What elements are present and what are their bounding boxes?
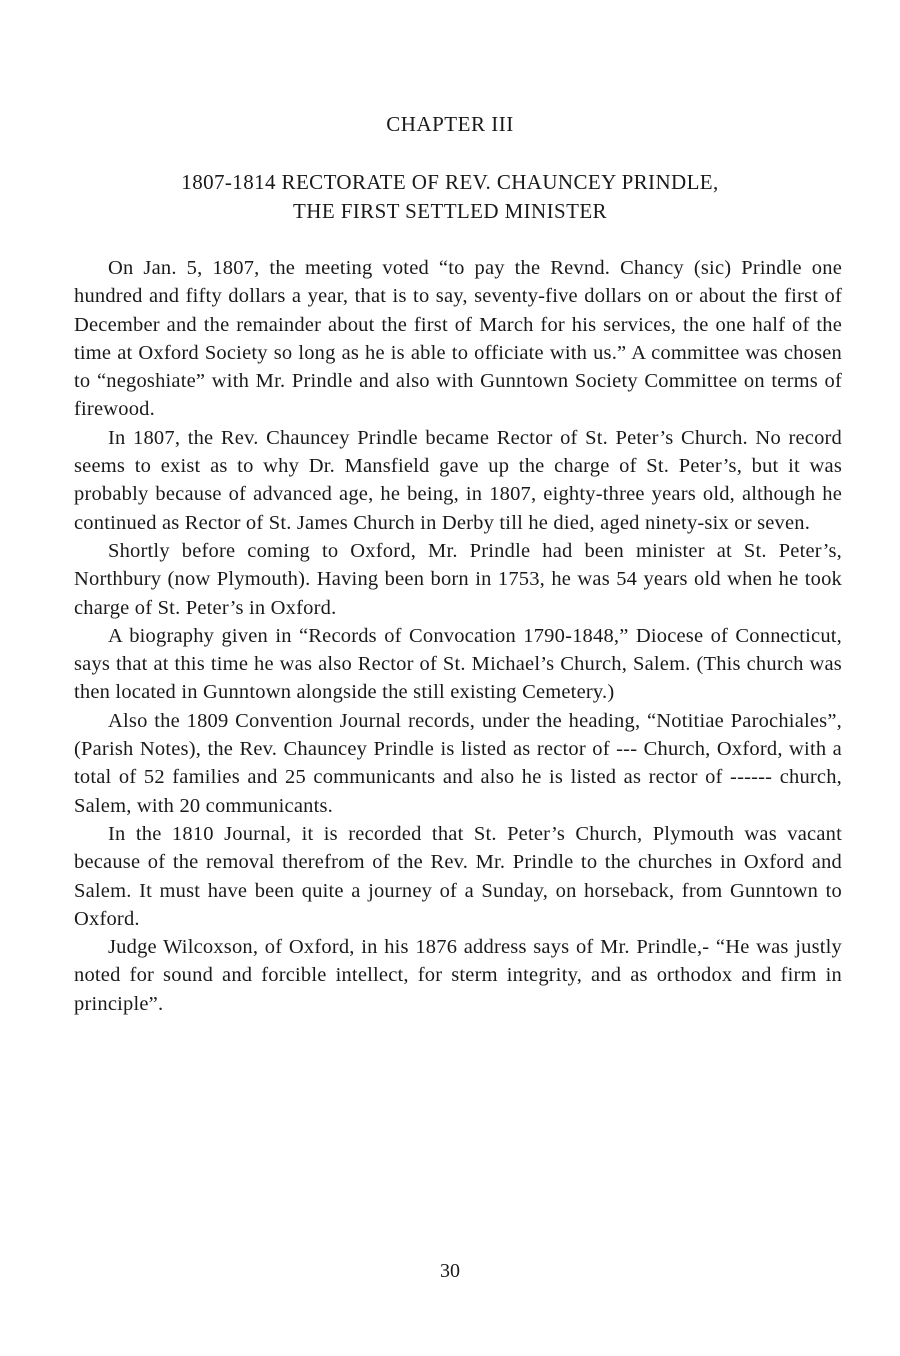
paragraph-6: In the 1810 Journal, it is recorded that St. Peter’s Church, Plymouth was vacant because of the removal therefrom of the Rev. Mr. Prindle to the churches in Oxford and Salem. It must have been quite a journey of a Sunday, on horseback, from Gunntown to Oxford. xyxy=(74,822,842,930)
chapter-body xyxy=(74,254,842,1018)
page-number: 30 xyxy=(440,1260,460,1282)
chapter-title-line-2: THE FIRST SETTLED MINISTER xyxy=(293,199,607,223)
paragraph-5: Also the 1809 Convention Journal records, under the heading, “Notitiae Parochiales”, (Parish Notes), the Rev. Chauncey Prindle is listed as rector of --- Church, Oxford, with a total of 52 families and 25 communicants and also he is listed as rector of ------ church, Salem, with 20 communicants. xyxy=(74,709,842,817)
paragraph-1: On Jan. 5, 1807, the meeting voted “to pay the Revnd. Chancy (sic) Prindle one hundred and fifty dollars a year, that is to say, seventy-five dollars on or about the first of December and the remainder about the first of March for his services, the one half of the time at Oxford Society so long as he is able to officiate with us.” A committee was chosen to “negoshiate” with Mr. Prindle and also with Gunntown Society Committee on terms of firewood. xyxy=(74,257,842,421)
chapter-title-line-1: 1807-1814 RECTORATE OF REV. CHAUNCEY PRINDLE, xyxy=(181,170,719,194)
paragraph-3: Shortly before coming to Oxford, Mr. Prindle had been minister at St. Peter’s, Northbury (now Plymouth). Having been born in 1753, he was 54 years old when he took charge of St. Peter’s in Oxford. xyxy=(74,539,842,619)
paragraph-7: Judge Wilcoxson, of Oxford, in his 1876 address says of Mr. Prindle,- “He was justly noted for sound and forcible intellect, for sterm integrity, and as orthodox and firm in principle”. xyxy=(74,936,842,1015)
chapter-label: CHAPTER III xyxy=(386,112,514,136)
paragraph-2: In 1807, the Rev. Chauncey Prindle became Rector of St. Peter’s Church. No record seems to exist as to why Dr. Mansfield gave up the charge of St. Peter’s, but it was probably because of advanced age, he being, in 1807, eighty-three years old, although he continued as Rector of St. James Church in Derby till he died, aged ninety-six or seven. xyxy=(74,426,842,534)
paragraph-4: A biography given in “Records of Convocation 1790-1848,” Diocese of Connecticut, says that at this time he was also Rector of St. Michael’s Church, Salem. (This church was then located in Gunntown alongside the still existing Cemetery.) xyxy=(74,624,842,704)
chapter-title xyxy=(0,168,900,226)
